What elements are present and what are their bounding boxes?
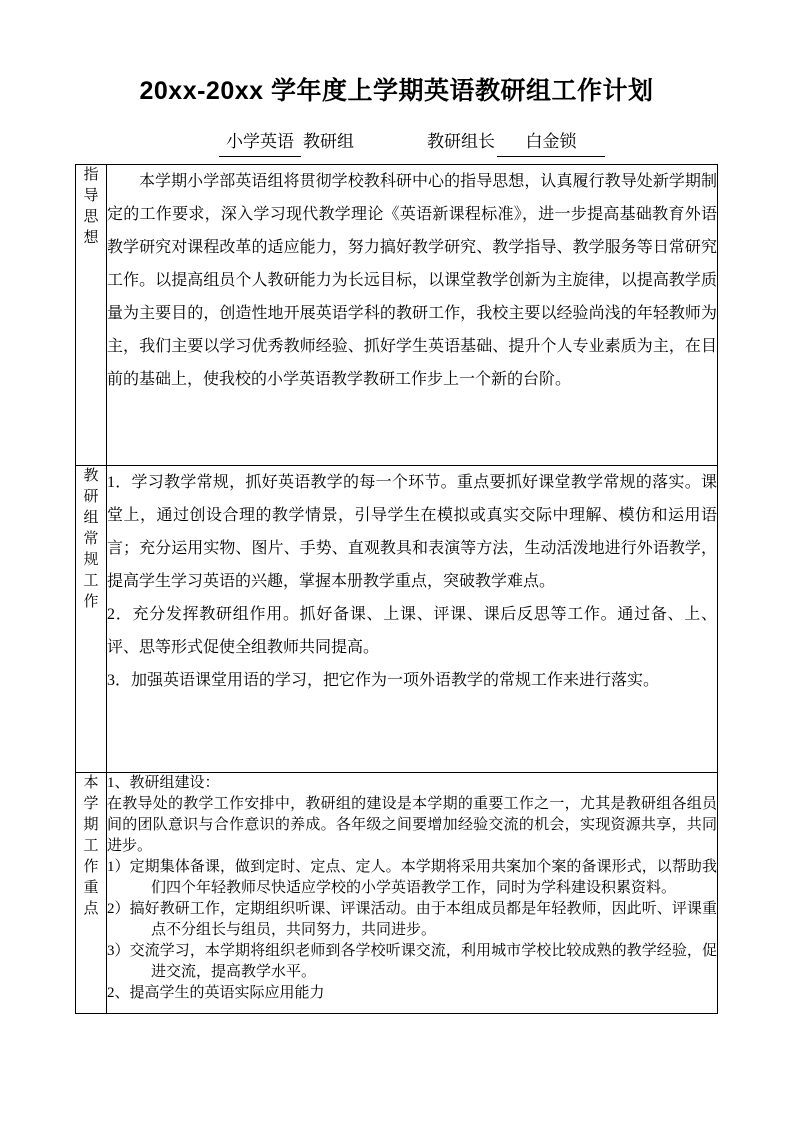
subtitle-row	[75, 129, 720, 159]
vertical-label-text: 指导思想	[83, 167, 99, 246]
page-title: 20xx-20xx 学年度上学期英语教研组工作计划	[139, 77, 654, 105]
row-content-guiding-thought	[107, 165, 718, 466]
row-content-term-focus	[107, 773, 718, 1014]
row-content-routine-work	[107, 466, 718, 773]
paragraph: 2．充分发挥教研组作用。抓好备课、上课、评课、课后反思等工作。通过备、上、评、思等形式促使全组教师共同提高。	[107, 606, 717, 656]
paragraph: 在教导处的教学工作安排中，教研组的建设是本学期的重要工作之一，尤其是教研组各组员间的团队意识与合作意识的养成。各年级之间要增加经验交流的机会，实现资源共享，共同进步。	[107, 796, 717, 854]
paragraph: 3）交流学习，本学期将组织老师到各学校听课交流，利用城市学校比较成熟的教学经验，促进交流，提高教学水平。	[107, 943, 717, 980]
leader-value: 白金锁	[497, 129, 605, 157]
paragraph: 1．学习教学常规，抓好英语教学的每一个环节。重点要抓好课堂教学常规的落实。课堂上，通过创设合理的教学情景，引导学生在模拟或真实交际中理解、模仿和运用语言；充分运用实物、图片、手势、直观教具和表演等方法，生动活泼地进行外语教学，提高学生学习英语的兴趣，掌握本册教学重点，突破教学难点。	[107, 474, 717, 590]
paragraph: 1）定期集体备课，做到定时、定点、定人。本学期将采用共案加个案的备课形式，以帮助我们四个年轻教师尽快适应学校的小学英语教学工作，同时为学科建设积累资料。	[107, 859, 717, 896]
vertical-label-text: 本学期工作重点	[83, 775, 99, 917]
paragraph: 1、教研组建设：	[107, 775, 220, 791]
row-label-term-focus	[76, 773, 107, 1014]
group-label: 教研组	[303, 132, 354, 151]
paragraph: 3．加强英语课堂用语的学习，把它作为一项外语教学的常规工作来进行落实。	[107, 672, 660, 689]
leader-label: 教研组长	[427, 132, 495, 151]
work-plan-table	[75, 164, 718, 1014]
row-label-routine-work	[76, 466, 107, 773]
subject-group	[219, 129, 356, 157]
paragraph: 2）搞好教研工作，定期组织听课、评课活动。由于本组成员都是年轻教师，因此听、评课重点不分组长与组员，共同努力，共同进步。	[107, 901, 717, 938]
leader-group	[425, 129, 605, 157]
table-row	[76, 165, 718, 466]
row-label-guiding-thought	[76, 165, 107, 466]
paragraph: 2、提高学生的英语实际应用能力	[107, 985, 325, 1001]
table-row	[76, 466, 718, 773]
table-row	[76, 773, 718, 1014]
subject-value: 小学英语	[219, 129, 301, 157]
vertical-label-text: 教研组常规工作	[83, 468, 99, 610]
paragraph: 本学期小学部英语组将贯彻学校教科研中心的指导思想，认真履行教导处新学期制定的工作要求，深入学习现代教学理论《英语新课程标准》，进一步提高基础教育外语教学研究对课程改革的适应能力，努力搞好教学研究、教学指导、教学服务等日常研究工作。以提高组员个人教研能力为长远目标，以课堂教学创新为主旋律，以提高教学质量为主要目的，创造性地开展英语学科的教研工作，我校主要以经验尚浅的年轻教师为主，我们主要以学习优秀教师经验、抓好学生英语基础、提升个人专业素质为主，在目前的基础上，使我校的小学英语教学教研工作步上一个新的台阶。	[107, 173, 717, 388]
